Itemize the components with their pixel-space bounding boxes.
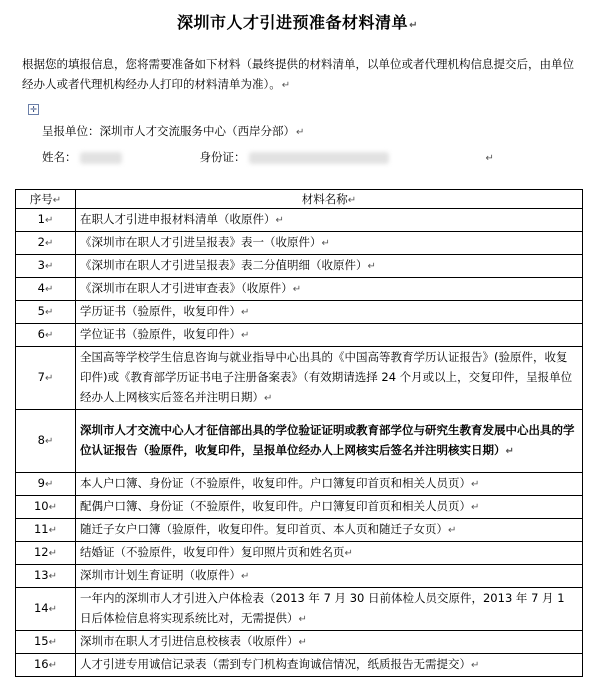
unit-label: 呈报单位： [42, 124, 100, 138]
row-number: 13↵ [16, 565, 76, 588]
material-name: 《深圳市在职人才引进呈报表》表二分值明细（收原件）↵ [76, 255, 583, 278]
row-number: 10↵ [16, 496, 76, 519]
material-name: 深圳市人才交流中心人才征信部出具的学位验证证明或教育部学位与研究生教育发展中心出具的学位认证报告（验原件，收复印件，呈报单位经办人上网核实后签名并注明核实日期）↵ [76, 410, 583, 473]
table-row [16, 473, 583, 496]
row-number: 7↵ [16, 347, 76, 410]
material-name: 深圳市在职人才引进信息校核表（收原件）↵ [76, 631, 583, 654]
material-name: 《深圳市在职人才引进呈报表》表一（收原件）↵ [76, 232, 583, 255]
table-row [16, 324, 583, 347]
row-number: 12↵ [16, 542, 76, 565]
name-label: 姓名： [42, 150, 77, 164]
material-name: 深圳市计划生育证明（收原件）↵ [76, 565, 583, 588]
material-name: 学位证书（验原件，收复印件）↵ [76, 324, 583, 347]
row-number: 4↵ [16, 278, 76, 301]
table-row [16, 542, 583, 565]
material-name: 全国高等学校学生信息咨询与就业指导中心出具的《中国高等教育学历认证报告》(验原件，收复印件)或《教育部学历证书电子注册备案表》（有效期请选择 24 个月或以上，交复印件，呈报单位经办人上网核实后签名并注明日期）↵ [76, 347, 583, 410]
material-name: 配偶户口簿、身份证（不验原件，收复印件。户口簿复印首页和相关人员页）↵ [76, 496, 583, 519]
table-row [16, 209, 583, 232]
material-name: 学历证书（验原件，收复印件）↵ [76, 301, 583, 324]
material-name: 一年内的深圳市人才引进入户体检表（2013 年 7 月 30 日前体检人员交原件，2013 年 7 月 1 日后体检信息将实现系统比对，无需提供）↵ [76, 588, 583, 631]
document-title: 深圳市人才引进预准备材料清单↵ [177, 13, 418, 32]
unit-value: 深圳市人才交流服务中心（西岸分部） [99, 124, 295, 138]
material-name: 《深圳市在职人才引进审查表》（收原件）↵ [76, 278, 583, 301]
paragraph-mark: ↵ [409, 20, 418, 31]
applicant-unit-line [42, 123, 304, 139]
row-number: 15↵ [16, 631, 76, 654]
row-number: 3↵ [16, 255, 76, 278]
table-row [16, 496, 583, 519]
row-number: 1↵ [16, 209, 76, 232]
redacted-name [80, 152, 122, 164]
materials-table [15, 189, 583, 677]
row-number: 11↵ [16, 519, 76, 542]
row-number: 9↵ [16, 473, 76, 496]
table-row [16, 232, 583, 255]
row-number: 16↵ [16, 654, 76, 677]
id-label: 身份证： [199, 150, 246, 164]
table-row [16, 301, 583, 324]
table-move-handle-icon[interactable]: ✛ [28, 104, 39, 115]
material-name: 结婚证（不验原件，收复印件）复印照片页和姓名页↵ [76, 542, 583, 565]
material-name: 人才引进专用诚信记录表（需到专门机构查询诚信情况，纸质报告无需提交）↵ [76, 654, 583, 677]
material-name: 本人户口簿、身份证（不验原件，收复印件。户口簿复印首页和相关人员页）↵ [76, 473, 583, 496]
header-material: 材料名称↵ [76, 190, 583, 209]
table-row [16, 654, 583, 677]
header-no: 序号↵ [16, 190, 76, 209]
paragraph-mark: ↵ [485, 153, 494, 164]
table-row [16, 588, 583, 631]
table-header-row [16, 190, 583, 209]
table-row [16, 519, 583, 542]
row-number: 8↵ [16, 410, 76, 473]
row-number: 5↵ [16, 301, 76, 324]
row-number: 6↵ [16, 324, 76, 347]
redacted-id-number [249, 152, 389, 164]
paragraph-mark: ↵ [296, 127, 305, 138]
paragraph-mark: ↵ [281, 80, 291, 91]
applicant-identity-line [42, 149, 572, 165]
table-row [16, 347, 583, 410]
intro-paragraph: 根据您的填报信息，您将需要准备如下材料（最终提供的材料清单，以单位或者代理机构信息提交后，由单位经办人或者代理机构经办人打印的材料清单为准）。↵ [22, 57, 574, 91]
material-name: 在职人才引进申报材料清单（收原件）↵ [76, 209, 583, 232]
table-row [16, 565, 583, 588]
table-row [16, 255, 583, 278]
row-number: 2↵ [16, 232, 76, 255]
row-number: 14↵ [16, 588, 76, 631]
material-name: 随迁子女户口簿（验原件，收复印件。复印首页、本人页和随迁子女页）↵ [76, 519, 583, 542]
table-row [16, 631, 583, 654]
table-row [16, 410, 583, 473]
table-row [16, 278, 583, 301]
